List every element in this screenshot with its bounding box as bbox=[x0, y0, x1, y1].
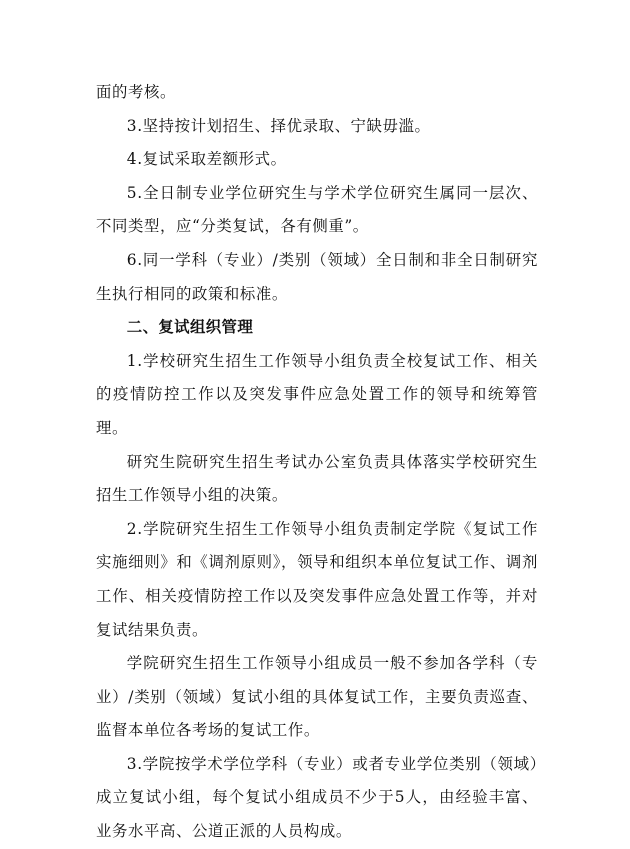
paragraph-org-2: 2.学院研究生招生工作领导小组负责制定学院《复试工作实施细则》和《调剂原则》，领导和组织本单位复试工作、调剂工作、相关疫情防控工作以及突发事件应急处置工作等，并对复试结果负责。 bbox=[96, 519, 538, 639]
paragraph-principle-4: 4.复试采取差额形式。 bbox=[126, 150, 287, 169]
paragraph-principle-5: 5.全日制专业学位研究生与学术学位研究生属同一层次、不同类型，应“分类复试，各有侧重”。 bbox=[96, 183, 538, 236]
section-heading-organization: 二、复试组织管理 bbox=[126, 318, 254, 337]
paragraph-org-1: 1.学校研究生招生工作领导小组负责全校复试工作、相关的疫情防控工作以及突发事件应急处置工作的领导和统筹管理。 bbox=[96, 351, 538, 437]
paragraph-principle-3: 3.坚持按计划招生、择优录取、宁缺毋滥。 bbox=[126, 116, 431, 135]
paragraph-continuation: 面的考核。 bbox=[96, 83, 176, 101]
paragraph-org-2-members: 学院研究生招生工作领导小组成员一般不参加各学科（专业）/类别（领域）复试小组的具体复试工作，主要负责巡查、监督本单位各考场的复试工作。 bbox=[96, 654, 538, 740]
paragraph-org-1-office: 研究生院研究生招生考试办公室负责具体落实学校研究生招生工作领导小组的决策。 bbox=[96, 452, 538, 505]
paragraph-org-3: 3.学院按学术学位学科（专业）或者专业学位类别（领域）成立复试小组，每个复试小组成员不少于5人，由经验丰富、业务水平高、公道正派的人员构成。 bbox=[96, 754, 538, 841]
paragraph-principle-6: 6.同一学科（专业）/类别（领域）全日制和非全日制研究生执行相同的政策和标准。 bbox=[96, 250, 538, 303]
document-body bbox=[96, 76, 538, 849]
